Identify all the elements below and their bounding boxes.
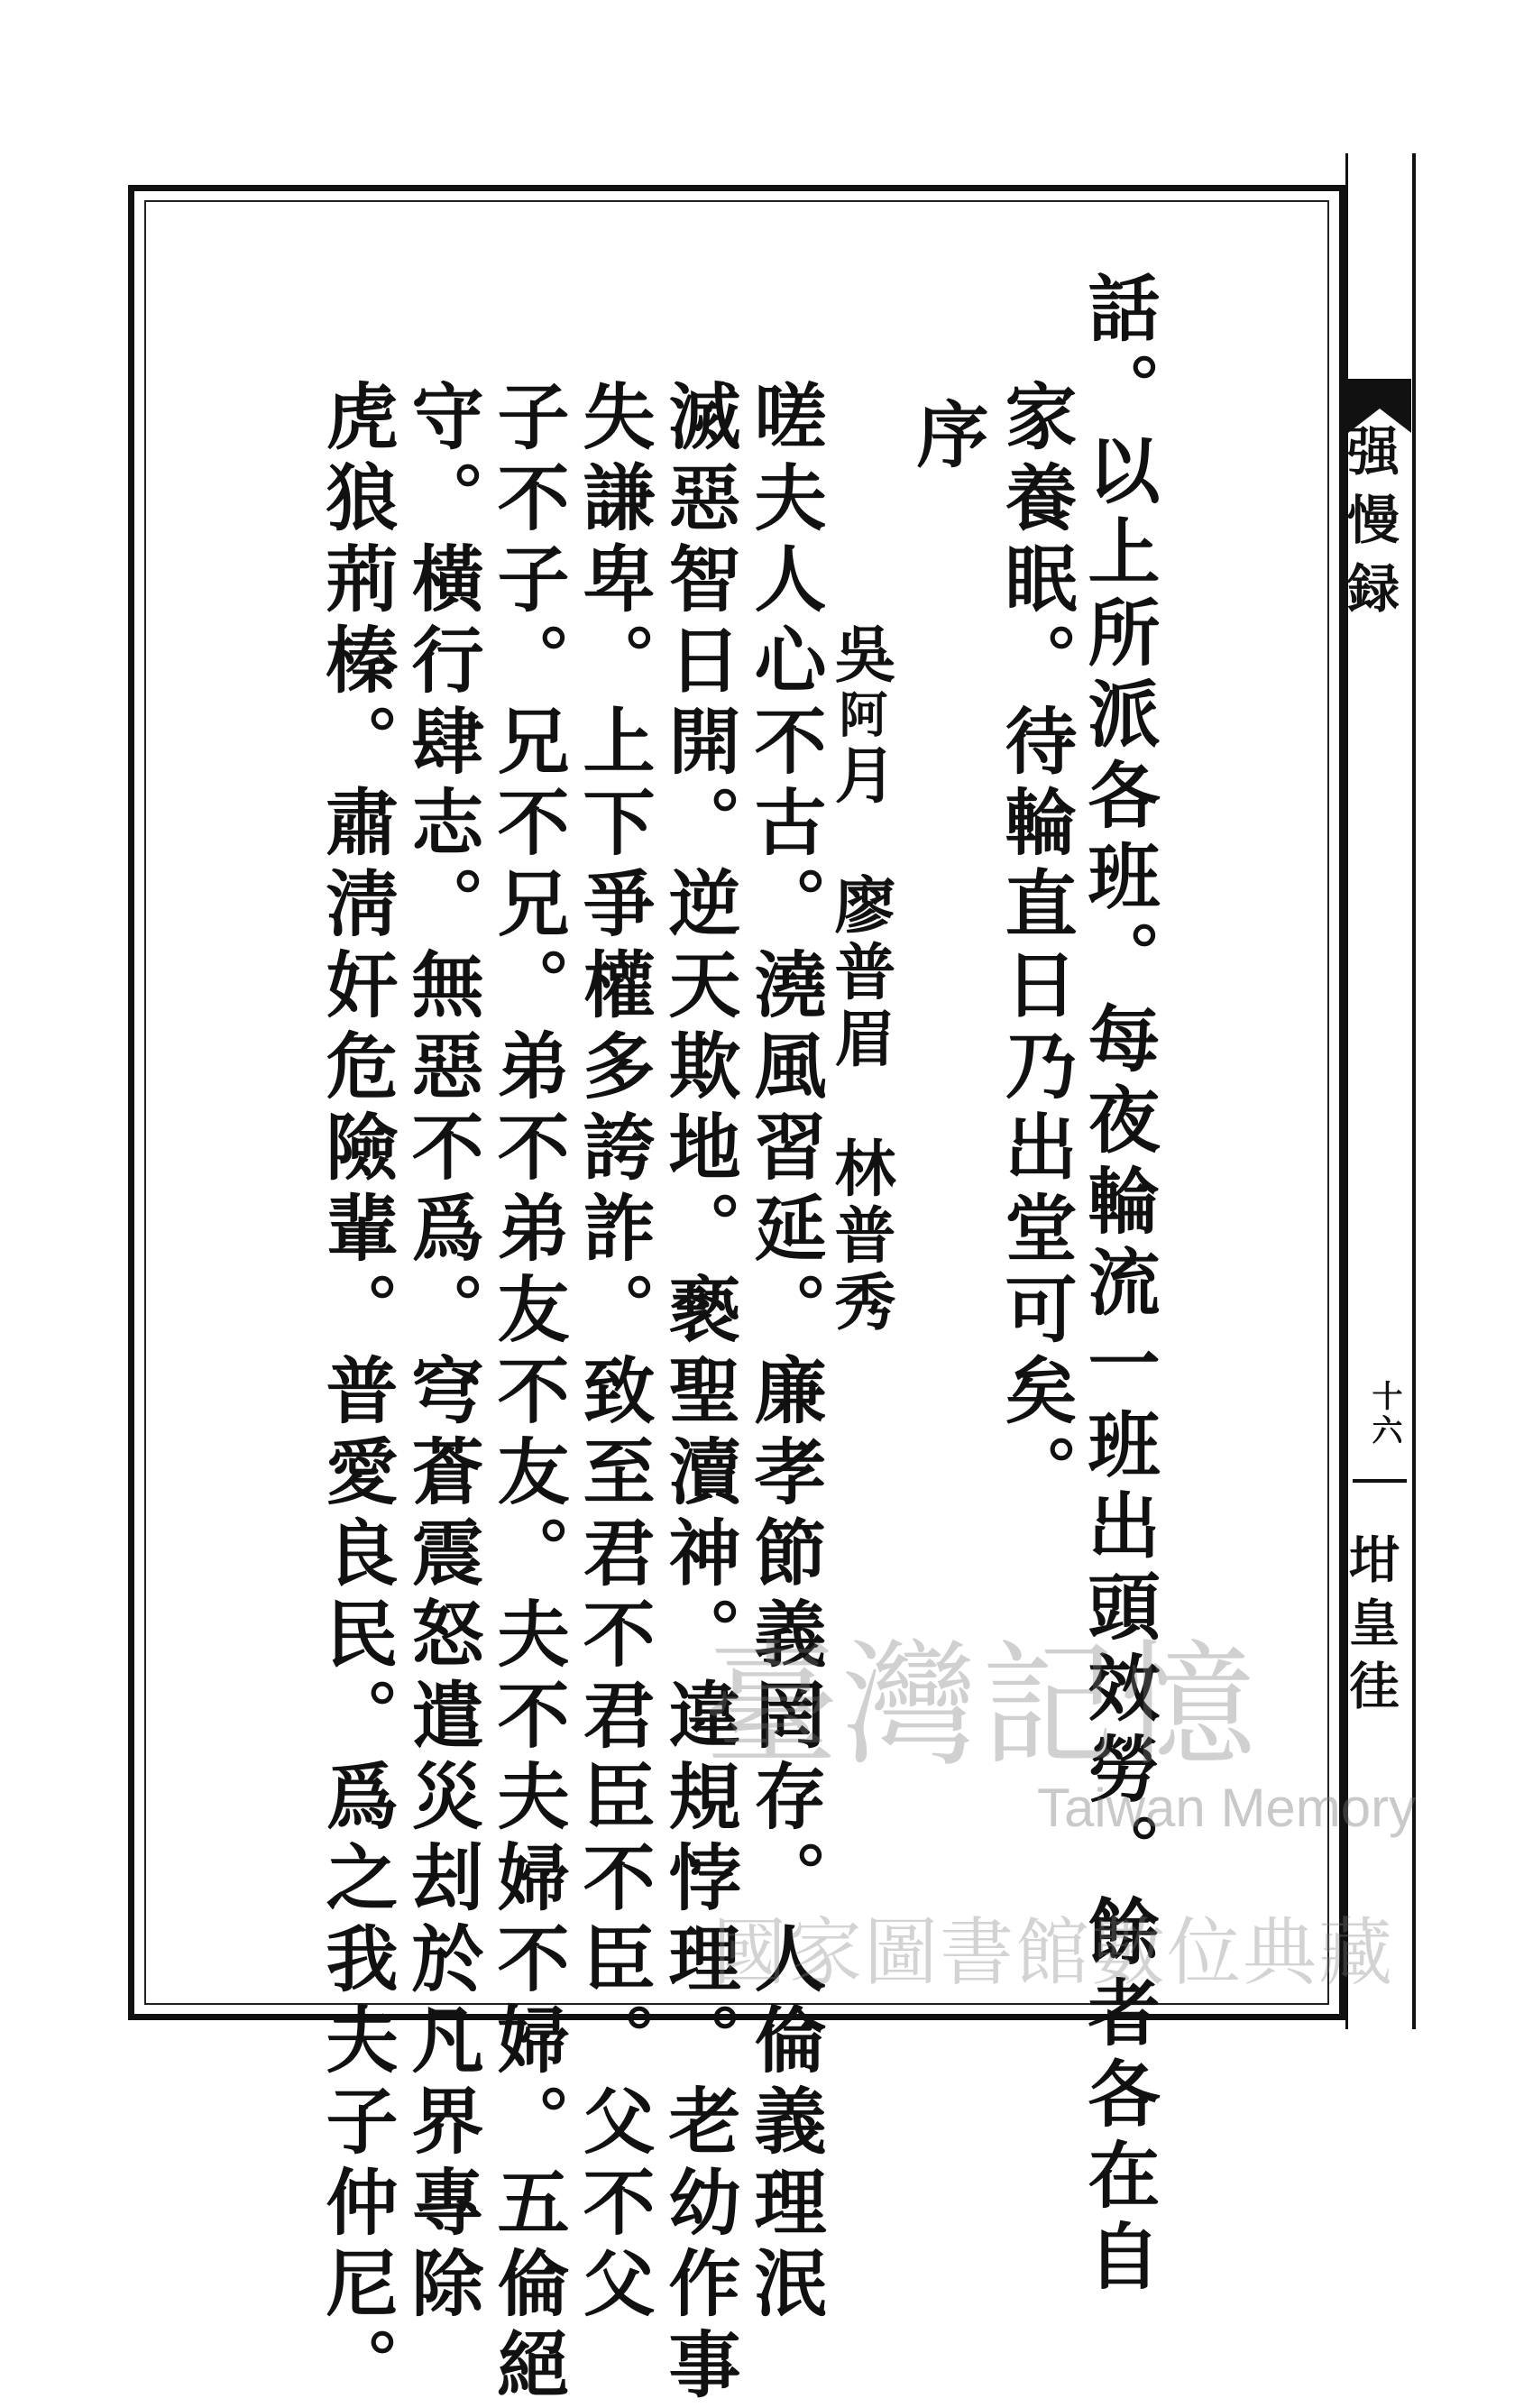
name-char: 普 xyxy=(824,1203,896,1270)
text-column-10: 虎狼荊榛。肅淸奸危險輩。普愛良民。爲之我夫子仲尼。 xyxy=(314,379,399,2408)
text-column-7: 失謙卑。上下爭權多誇詐。致至君不君臣不臣。父不父 xyxy=(571,379,656,2327)
name-char: 月 xyxy=(824,743,896,810)
name-char: 廖 xyxy=(824,873,896,940)
margin-lower-text: 坩皇徍 xyxy=(1341,1533,1400,1723)
text-column-9: 守。橫行肆志。無惡不爲。穹蒼震怒遣災刦於凡界專除 xyxy=(399,379,484,2327)
author-names xyxy=(824,622,896,1337)
text-column-6: 滅惡智日開。逆天欺地。褻聖瀆神。違規悖理。老幼作事 xyxy=(656,379,741,2408)
page-number: 十六 xyxy=(1366,1380,1402,1448)
watermark-library: 國家圖書館數位典藏 xyxy=(712,1910,1395,1996)
text-column-8: 子不子。兄不兄。弟不弟友不友。夫不夫婦不婦。五倫絕 xyxy=(485,379,570,2408)
name-char: 秀 xyxy=(824,1270,896,1337)
margin-divider xyxy=(1353,1479,1407,1492)
name-char: 普 xyxy=(824,940,896,1006)
name-char: 林 xyxy=(824,1136,896,1203)
text-column-5: 嗟夫人心不古。澆風習延。廉孝節義罔存。人倫義理泯 xyxy=(742,379,827,2327)
name-char: 眉 xyxy=(824,1006,896,1073)
name-char: 吳 xyxy=(824,622,896,689)
text-column-1: 話。以上所派各班。每夜輪流一班出頭效勞。餘者各在自 xyxy=(1076,271,1161,2300)
name-char: 阿 xyxy=(831,689,889,743)
watermark-logo: 臺灣記憶 xyxy=(703,1628,1260,1785)
text-column-2: 家養眠。待輪直日乃出堂可矣。 xyxy=(993,379,1078,1515)
margin-title: 强慢録 xyxy=(1338,424,1400,630)
watermark-english: Taiwan Memory xyxy=(1037,1778,1417,1838)
section-heading: 序 xyxy=(904,397,989,478)
